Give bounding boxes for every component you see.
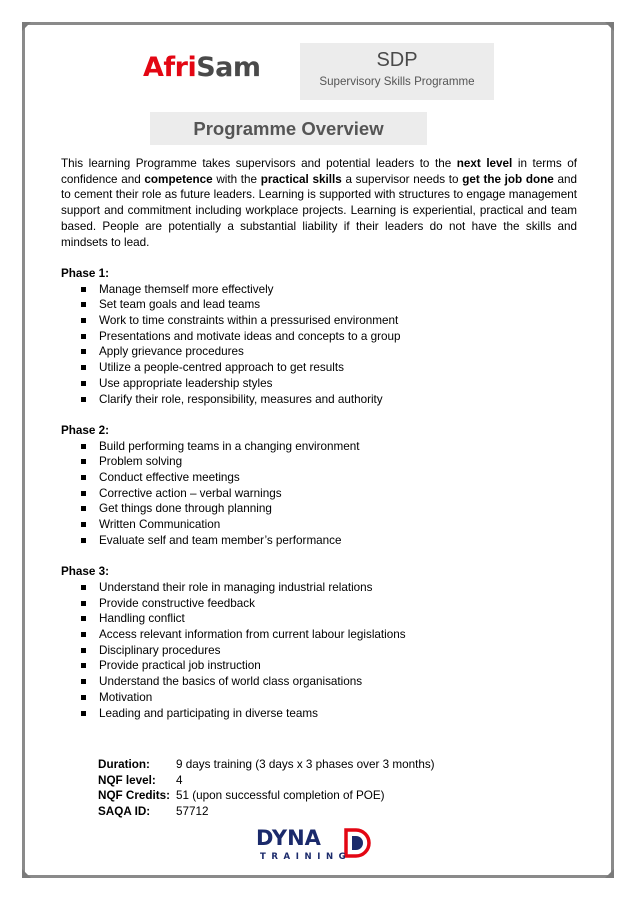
intro-emphasis: practical skills	[260, 172, 342, 186]
detail-row	[98, 804, 435, 820]
phase-heading: Phase 2:	[61, 423, 110, 437]
detail-label: NQF level:	[98, 773, 156, 787]
corner-mark	[605, 22, 614, 31]
list-item: Handling conflict	[61, 611, 577, 627]
intro-emphasis: competence	[144, 172, 213, 186]
sdp-header-box	[300, 43, 494, 100]
phase-list	[61, 439, 577, 549]
detail-value: 51 (upon successful completion of POE)	[176, 789, 385, 803]
programme-details	[98, 757, 435, 820]
list-item: Clarify their role, responsibility, measures and authority	[61, 392, 577, 408]
list-item: Corrective action – verbal warnings	[61, 486, 577, 502]
list-item: Problem solving	[61, 454, 577, 470]
list-item: Evaluate self and team member’s performance	[61, 533, 577, 549]
phase-heading: Phase 3:	[61, 565, 110, 579]
detail-label: SAQA ID:	[98, 805, 151, 819]
intro-text: in terms of confidence and	[61, 157, 577, 186]
detail-label: Duration:	[98, 758, 150, 771]
list-item: Leading and participating in diverse teams	[61, 706, 577, 722]
list-item: Provide constructive feedback	[61, 596, 577, 612]
list-item: Provide practical job instruction	[61, 658, 577, 674]
logo-part-afri: Afri	[143, 52, 197, 83]
detail-value: 9 days training (3 days x 3 phases over 3 months)	[176, 758, 435, 771]
intro-text: and to cement their role as future leaders. Learning is supported with structures to engage management support and commitment including workplace projects. Learning is experiential, practical and team based. People are potentially a substantial liability if their leaders do not have the skills and mindsets to lead.	[61, 172, 578, 249]
phase-sections	[61, 266, 577, 721]
dyna-word: DYNA	[256, 826, 321, 850]
list-item: Presentations and motivate ideas and concepts to a group	[61, 329, 577, 345]
detail-label: NQF Credits:	[98, 789, 171, 803]
detail-row	[98, 788, 435, 804]
intro-paragraph	[61, 156, 577, 250]
phase-heading: Phase 1:	[61, 266, 110, 280]
list-item: Build performing teams in a changing environment	[61, 439, 577, 455]
corner-mark	[605, 869, 614, 878]
sdp-title: SDP	[376, 49, 418, 71]
dyna-training-logo	[254, 826, 376, 862]
intro-text: This learning Programme takes supervisors and potential leaders to the	[61, 157, 457, 170]
list-item: Understand the basics of world class organisations	[61, 674, 577, 690]
list-item: Motivation	[61, 690, 577, 706]
detail-value: 57712	[176, 805, 209, 819]
list-item: Conduct effective meetings	[61, 470, 577, 486]
list-item: Written Communication	[61, 517, 577, 533]
corner-mark	[22, 869, 31, 878]
detail-row	[98, 757, 435, 773]
list-item: Work to time constraints within a pressurised environment	[61, 313, 577, 329]
list-item: Access relevant information from current labour legislations	[61, 627, 577, 643]
detail-value: 4	[176, 773, 183, 787]
list-item: Understand their role in managing industrial relations	[61, 580, 577, 596]
intro-emphasis: next level	[456, 157, 513, 170]
afrisam-logo	[143, 54, 261, 81]
intro-text: with the	[212, 172, 261, 186]
sdp-subtitle: Supervisory Skills Programme	[319, 75, 475, 88]
intro-emphasis: get the job done	[462, 172, 554, 186]
detail-row	[98, 773, 435, 789]
phase-list	[61, 282, 577, 408]
document-body	[61, 156, 577, 721]
corner-mark	[22, 22, 31, 31]
list-item: Set team goals and lead teams	[61, 297, 577, 313]
training-word: TRAINING	[260, 852, 352, 862]
list-item: Utilize a people-centred approach to get results	[61, 360, 577, 376]
list-item: Manage themself more effectively	[61, 282, 577, 298]
section-title: Programme Overview	[150, 112, 427, 145]
logo-part-sam: Sam	[196, 52, 261, 83]
list-item: Apply grievance procedures	[61, 344, 577, 360]
list-item: Get things done through planning	[61, 501, 577, 517]
intro-text: a supervisor needs to	[341, 172, 463, 186]
list-item: Use appropriate leadership styles	[61, 376, 577, 392]
list-item: Disciplinary procedures	[61, 643, 577, 659]
phase-list	[61, 580, 577, 721]
